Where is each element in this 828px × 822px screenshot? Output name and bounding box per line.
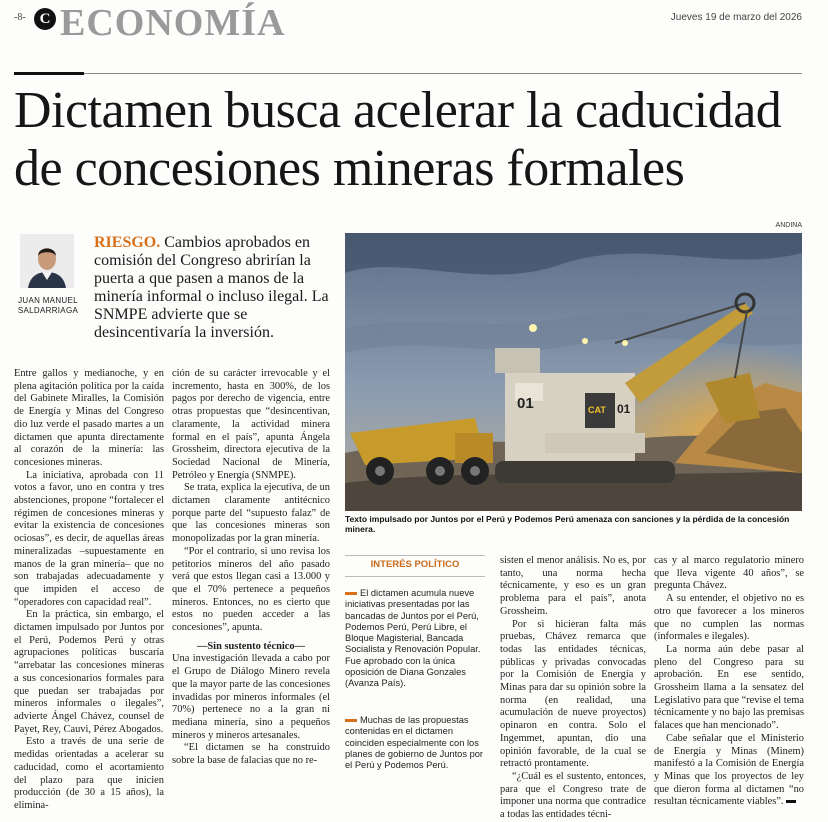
header-accent-bar [14,72,84,75]
paragraph: A su entender, el objetivo no es otro que favorecer a los mineros que no cumplen las normas (informales e ilegales). [654,593,804,643]
section-subhead: —Sin sustento técnico— [197,640,305,652]
mining-equipment-illustration [345,233,802,511]
paragraph: “¿Cuál es el sustento, entonces, para que el Congreso trate de imponer una norma que contradice a todas las entidades técni- [500,770,646,821]
shovel-brand-label: CAT [588,405,606,415]
author-avatar [20,234,74,288]
shovel-side-number-label: 01 [617,402,631,416]
paragraph: “El dictamen se ha construido sobre la base de falacias que no re- [172,742,330,767]
paragraph: cas y al marco regulatorio minero que lleva vigente 40 años”, se pregunta Chávez. [654,555,804,592]
sidebox-item-1 [345,588,485,690]
paragraph: Esto a través de una serie de medidas orientadas a acelerar su caducidad, como el acortamiento del plazo para que inicien producción (de 30 a 15 años), la elimina- [14,736,164,811]
photo-credit: ANDINA [775,222,802,229]
paragraph: sisten el menor análisis. No es, por tanto, una norma hecha técnicamente, y eso es un gran problema para el país”, anota Grossheim. [500,555,646,617]
headline: Dictamen busca acelerar la caducidad de concesiones mineras formales [14,82,782,197]
orange-dash-icon [345,719,357,722]
sidebox-item-text: Muchas de las propuestas contenidas en el dictamen coinciden especialmente con los planes de gobierno de Juntos por el Perú y Podemos Perú. [345,715,484,771]
sidebox-top-rule [345,555,485,556]
article-column-2 [172,368,330,768]
author-byline [14,296,82,316]
paragraph [654,733,804,809]
paragraph: La iniciativa, aprobada con 11 votos a favor, uno en contra y tres abstenciones, propone “fortalecer el régimen de concesiones mineras y evitar la existencia de concesiones ociosas”, es decir, de aquellas áreas mineralizadas –supuestamente en manos de la gran minería– que no son trabajadas adecuadamente y que impiden el acceso de “operadores con capacidad real”. [14,469,164,608]
article-column-4 [500,555,646,822]
orange-dash-icon [345,592,357,595]
kicker-label: RIESGO. [94,234,161,251]
issue-date: Jueves 19 de marzo del 2026 [670,12,802,23]
paragraph: “Por el contrario, si uno revisa los petitorios mineros del año pasado verá que estos llegan casi a 13.000 y que el 70% pertenece a pequeños mineros. Entonces, no es cierto que estos no pueden acceder a las concesiones”, apunta. [172,545,330,634]
sidebox-item-text: El dictamen acumula nueve iniciativas presentadas por las bancadas de Juntos por el Perú, Podemos Perú, Perú Libre, el Bloque Magisterial, Bancada Socialista y Renovación Popular. Fue aprobado con la única oposición de Diana Gonzales (Avanza País). [345,588,481,689]
paragraph: Se trata, explica la ejecutiva, de un dictamen claramente antitécnico porque parte del “supuesto falaz” de que las concesiones mineras son monopolizadas por la gran minería. [172,482,330,545]
paragraph: La norma aún debe pasar al pleno del Congreso para su aprobación. En ese sentido, Grossheim llama a la sensatez del Legislativo para que “revise el tema técnicamente y no bajo las premisas falaces que han mencionado”. [654,643,804,732]
article-column-5 [654,555,804,809]
sidebox-item-2 [345,715,485,771]
final-paragraph-text: Cabe señalar que el Ministerio de Energía y Minas (Minem) manifestó a la Comisión de Energía y Minas que los proyectos de ley que dieron forma al dictamen “no resultan técnicamente viables”. [654,732,804,808]
paragraph: Una investigación llevada a cabo por el Grupo de Diálogo Minero revela que la mayor parte de las concesiones invadidas por mineros informales (el 70%) pertenece no a la gran ni mediana minería, sino a pequeños mineros y mineros artesanales. [172,653,330,741]
paragraph: En la práctica, sin embargo, el dictamen impulsado por Juntos por el Perú, Podemos Perú y otras agrupaciones políticas buscaría “arrebatar las concesiones mineras a sus concesionarios formales para que puedan ser trabajadas por mineros informales o ilegales”, advierte Ángel Chávez, counsel de Payet, Rey, Cauvi, Pérez Abogados. [14,609,164,735]
author-last-name: SALDARRIAGA [17,306,79,315]
author-first-name: JUAN MANUEL [18,296,78,305]
section-title: ECONOMÍA [60,2,286,44]
header-divider [14,73,802,74]
article-column-1 [14,368,164,813]
author-portrait-icon [20,234,74,288]
paragraph: ción de su carácter irrevocable y el incremento, hasta en 300%, de los pagos por derecho de vigencia, entre otras propuestas que “desincentivan, claramente, la actividad minera formal en el país”, apunta Ángela Grossheim, directora ejecutiva de la Sociedad Nacional de Minería, Petróleo y Energía (SNMPE). [172,368,330,481]
newspaper-logo [34,8,56,30]
kicker [94,234,334,342]
paragraph: Por si hicieran falta más pruebas, Chávez remarca que todas las entidades técnicas, públicas y privadas convocadas por la Comisión de Energía y Minas para dar su opinión sobre la norma (en realidad, una acumulación de nueve proyectos) opinaron en contra. Solo el Ingemmet, apuntan, dio una opinión favorable, de la cual se retractó prontamente. [500,618,646,770]
kicker-text: Cambios aprobados en comisión del Congreso abrirían la puerta a que pasen a manos de la minería informal o incluso ilegal. La SNMPE advierte que se desincentivaría la inversión. [94,234,329,341]
paragraph: Entre gallos y medianoche, y en plena agitación política por la caída del Gabinete Miralles, la Comisión de Energía y Minas del Congreso dio luz verde el pasado martes a un dictamen que apunta directamente al corazón de la minería: las concesiones mineras. [14,368,164,468]
sidebox-title: INTERÉS POLÍTICO [345,559,485,577]
photo-caption: Texto impulsado por Juntos por el Perú y Podemos Perú amenaza con sanciones y la pérdida de la concesión minera. [345,514,790,534]
page-number: -8- [14,12,26,23]
end-of-article-mark [786,800,796,803]
shovel-number-label: 01 [517,395,534,412]
logo-letter: C [39,10,51,27]
mining-photo [345,233,802,511]
